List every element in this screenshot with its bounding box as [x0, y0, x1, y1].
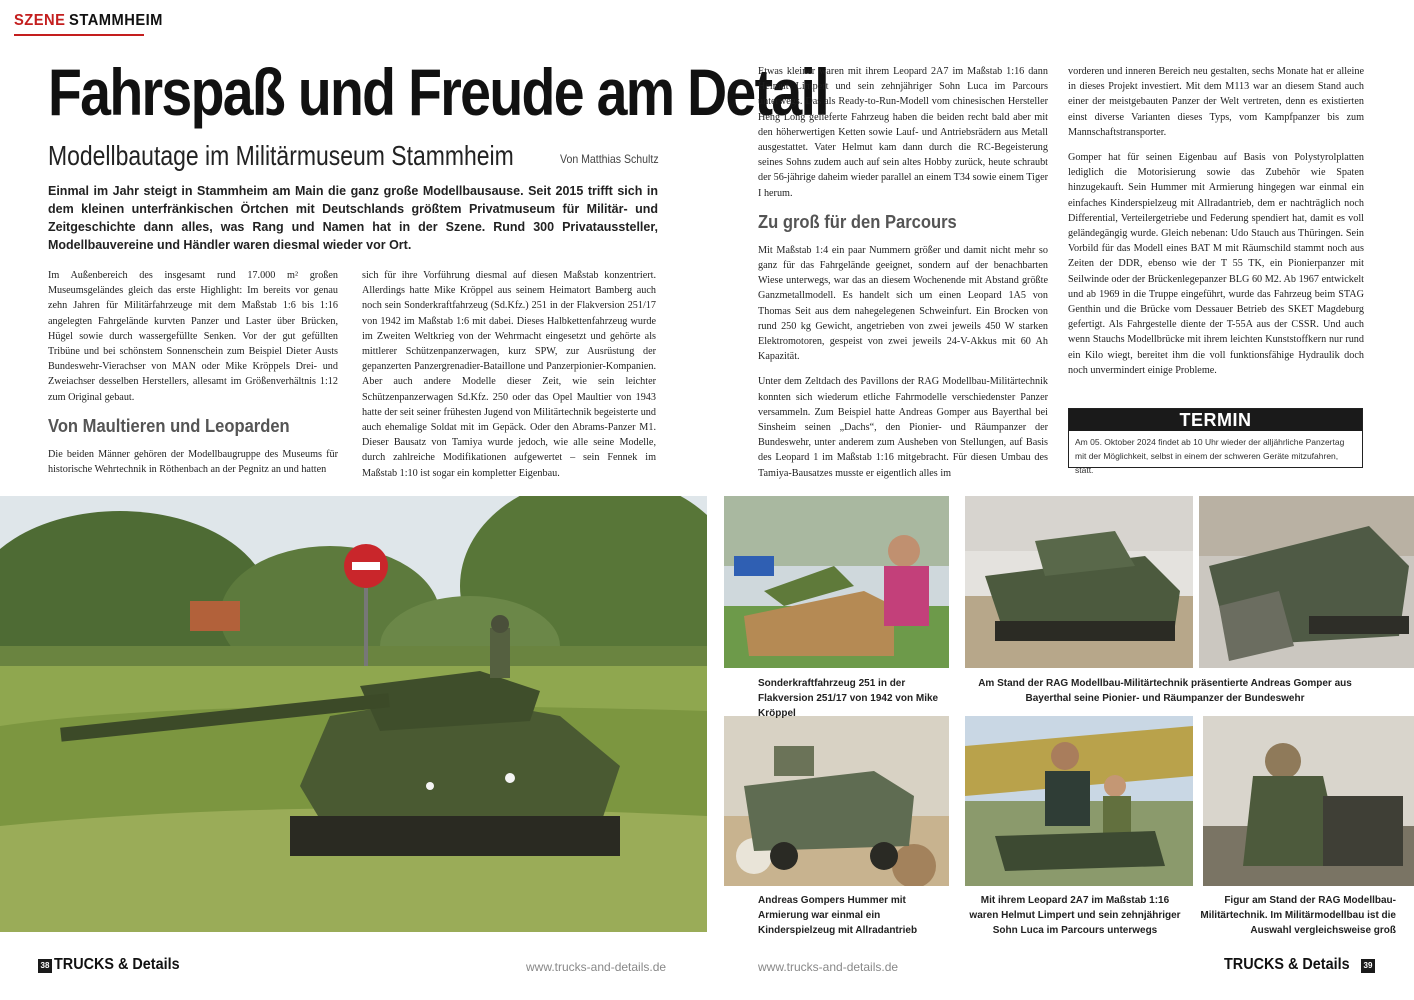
text-column-2 — [362, 268, 656, 491]
paragraph: vorderen und inneren Bereich neu gestalten, sechs Monate hat er alleine in dieses Projekt investiert. Mit dem M113 war an diesem Stand auch einer der meistgebauten Panzer der Welt vertreten, denn es existierten einst diverse Varianten dieses Typs, vom Kampfpanzer bis zum Mannschaftstransporter. — [1068, 66, 1364, 138]
section-tag — [14, 12, 163, 36]
article-headline: Fahrspaß und Freude am Detail — [48, 55, 828, 129]
caption-figure: Figur am Stand der RAG Modellbau-Militärtechnik. Im Militärmodellbau ist die Auswahl vergleichsweise groß — [1200, 895, 1396, 936]
caption-halftrack: Sonderkraftfahrzeug 251 in der Flakversion 251/17 von 1942 von Mike Kröppel — [758, 678, 939, 719]
footer-url-left: www.trucks-and-details.de — [526, 960, 667, 974]
text-column-4 — [1068, 64, 1364, 388]
photo-figure — [1203, 716, 1414, 886]
footer-brand-left: TRUCKS & Details — [54, 956, 180, 973]
text-column-1 — [48, 268, 338, 487]
paragraph: Mit Maßstab 1:4 ein paar Nummern größer und damit nicht mehr so ganz für das Fahrgelände geeignet, sondern auf der benachbarten Wiese unterwegs, war das an diesem Wochenende mit Abstand größte Ganzmetallmodell. Es handelt sich um einen Leopard 1A5 von Thomas Seit aus dem nahegelegenen Schweinfurt. Ein Brocken von rund 250 kg Gewicht, angetrieben von zwei jeweils 450 W starken Elektromotoren, gespeist von zwei jeweils 24-V-Akkus mit 60 Ah Kapazität. — [758, 244, 1048, 363]
paragraph: Etwas kleiner waren mit ihrem Leopard 2A7 im Maßstab 1:16 dann Helmut Limpert und sein zehnjähriger Sohn Luca im Parcours unterwegs. Das als Ready-to-Run-Modell vom chinesischen Hersteller Heng Long gelieferte Fahrzeug haben die beiden recht bald aber mit den höherwertigen Ketten sowie Lauf- und Antriebsrädern aus Metall ausgestattet. Vater Helmut kam dann durch die RC-Begeisterung seines Sohns zudem auch auf sein altes Hobby zurück, heute schraubt der 56-jährige daheim wieder parallel an einem T34 sowie einem Tiger I herum. — [758, 66, 1048, 199]
page-number-right: 39 — [1361, 959, 1375, 973]
section-name: SZENE — [14, 12, 66, 29]
paragraph: Unter dem Zeltdach des Pavillons der RAG Modellbau-Militärtechnik konnten sich wiederum etliche Fahrmodelle verschiedenster Panzer versammeln. Zum Beispiel hatte Andreas Gomper aus Bayerthal bei Sinsheim seinen „Dachs“, den Pionier- und Räumpanzer der Bundeswehr, unter anderem zum Ausheben von Stellungen, auf Basis des Leopard 1 im Maßstab 1:16 mitgebracht. Für diesen Umbau des Tamiya-Bausatzes musste er eigentlich alles im — [758, 376, 1048, 479]
caption-hummer: Andreas Gompers Hummer mit Armierung war einmal ein Kinderspielzeug mit Allradantrieb — [758, 895, 918, 936]
caption-leopard: Mit ihrem Leopard 2A7 im Maßstab 1:16 waren Helmut Limpert und sein zehnjähriger Sohn Luca im Parcours unterwegs — [969, 895, 1181, 936]
termin-text: Am 05. Oktober 2024 findet ab 10 Uhr wieder der alljährliche Panzertag mit der Möglichkeit, selbst in einem der schweren Geräte mitzufahren, statt. — [1075, 437, 1345, 475]
main-photo-tank — [0, 496, 707, 932]
photo-m113-tank — [965, 496, 1193, 668]
paragraph: Im Außenbereich des insgesamt rund 17.000 m² großen Museumsgeländes gleich das erste Highlight: Im bereits vor genau zehn Jahren für Militärfahrzeuge mit dem Maßstab 1:6 bis 1:16 angelegten Fahrgelände kurvten Panzer und Laster über Brücken, Hügel sowie durch wassergefüllte Senken. Vor der gut gefüllten Tribüne und bei schönstem Sonnenschein zum Beispiel Dieter Austs Bundeswehr-Vierachser von MAN oder Mike Kröppels Drei- und Zweiachser desselben Herstellers, allesamt im Größenverhältnis 1:12 zum Original gebaut. — [48, 270, 338, 403]
termin-box — [1068, 408, 1363, 475]
caption-rag-stand: Am Stand der RAG Modellbau-Militärtechnik präsentierte Andreas Gomper aus Bayerthal seine Pionier- und Räumpanzer der Bundeswehr — [978, 678, 1352, 704]
footer-brand-right: TRUCKS & Details — [1224, 956, 1350, 973]
text-column-3 — [758, 64, 1048, 491]
paragraph: sich für ihre Vorführung diesmal auf diesen Maßstab konzentriert. Allerdings hatte Mike Kröppel aus seinem Heimatort Bamberg auch noch sein Sonderkraftfahrzeug (Sd.Kfz.) 251 in der Flakversion 251/17 von 1942 im Maßstab 1:6 mit dabei. Dieses Halbkettenfahrzeug wurde im Zweiten Weltkrieg von der Wehrmacht eingesetzt und gehörte als mittlerer Schützenpanzerwagen, kurz SPW, zur Ausrüstung der gepanzerten Panzergrenadier-Bataillone und Panzerpionier-Kompanien. Aber auch andere Modelle dieser Zeit, wie sein leichter Schützenpanzerwagen Sd.Kfz. 250 oder das Opel Maultier von 1943 hatte der seit seiner frühesten Jugend von Militärtechnik begeisterte und auch ehemalige Soldat mit im Gepäck. Oder den Abrams-Panzer M1. Dieser Bausatz von Tamiya wurde jedoch, wie alle seine Modelle, durch zahlreiche Modifikationen aufgewertet – sein Fennek im Maßstab 1:10 ist sogar ein kompletter Eigenbau. — [362, 270, 656, 479]
photo-hummer — [724, 716, 949, 886]
photo-leopard-family — [965, 716, 1193, 886]
photo-clearance-tank — [1199, 496, 1414, 668]
section-location: STAMMHEIM — [69, 12, 163, 29]
termin-title: TERMIN — [1069, 409, 1362, 431]
article-subheadline: Modellbautage im Militärmuseum Stammheim — [48, 140, 514, 171]
section-heading: Von Maultieren und Leoparden — [48, 415, 290, 436]
photo-halftrack — [724, 496, 949, 668]
paragraph: Die beiden Männer gehören der Modellbaugruppe des Museums für historische Wehrtechnik in Röthenbach an der Pegnitz an und hatten — [48, 448, 338, 476]
footer-url-right: www.trucks-and-details.de — [758, 960, 899, 974]
article-byline: Von Matthias Schultz — [560, 152, 659, 166]
page-number-left: 38 — [38, 959, 52, 973]
paragraph: Gomper hat für seinen Eigenbau auf Basis von Polystyrolplatten lediglich die Motorisierung sowie das Zubehör wie Spaten hinzugekauft. Sein Hummer mit Armierung hingegen war einmal ein einfaches Kinderspielzeug mit Allradantrieb, dem er nachträglich noch Differential, Verteilergetriebe und Federung spendiert hat, damit es voll geländegängig wurde. Gleich nebenan: Udo Stauch aus Thüringen. Sein Vorbild für das Modell eines BAT M mit Räumschild stammt noch aus Zeiten der DDR, ebenso wie der T 55 TK, ein Pionierpanzer mit Seilwinde oder der Brückenlegepanzer BLG 60 M2. Ab 1967 entwickelt und ab 1969 in die Truppe eingeführt, wurde das Fahrzeug beim STAG Genthin und die Brücke vom Dessauer Betrieb des SKET Magdeburg gefertigt. Als Fahrgestelle diente der T-55A aus der CSSR. Und auch wenn Stauchs Modellbrücke mit ihrem leichten Kunststoffkern nur rund ein Kilo wiegt, bereitet ihm die voll funktionsfähige Hydraulik doch noch unvermindert einige Probleme. — [1068, 152, 1364, 376]
section-rule — [14, 34, 144, 36]
section-heading: Zu groß für den Parcours — [758, 211, 957, 232]
article-lead: Einmal im Jahr steigt in Stammheim am Main die ganz große Modellbausause. Seit 2015 trifft sich in dem kleinen unterfränkischen Örtchen mit Deutschlands größtem Privatmuseum für Militär- und Zeitgeschichte dann alles, was Rang und Namen hat in der Szene. Rund 300 Privataussteller, Modellbauvereine und Händler waren diesmal wieder vor Ort. — [48, 184, 658, 252]
